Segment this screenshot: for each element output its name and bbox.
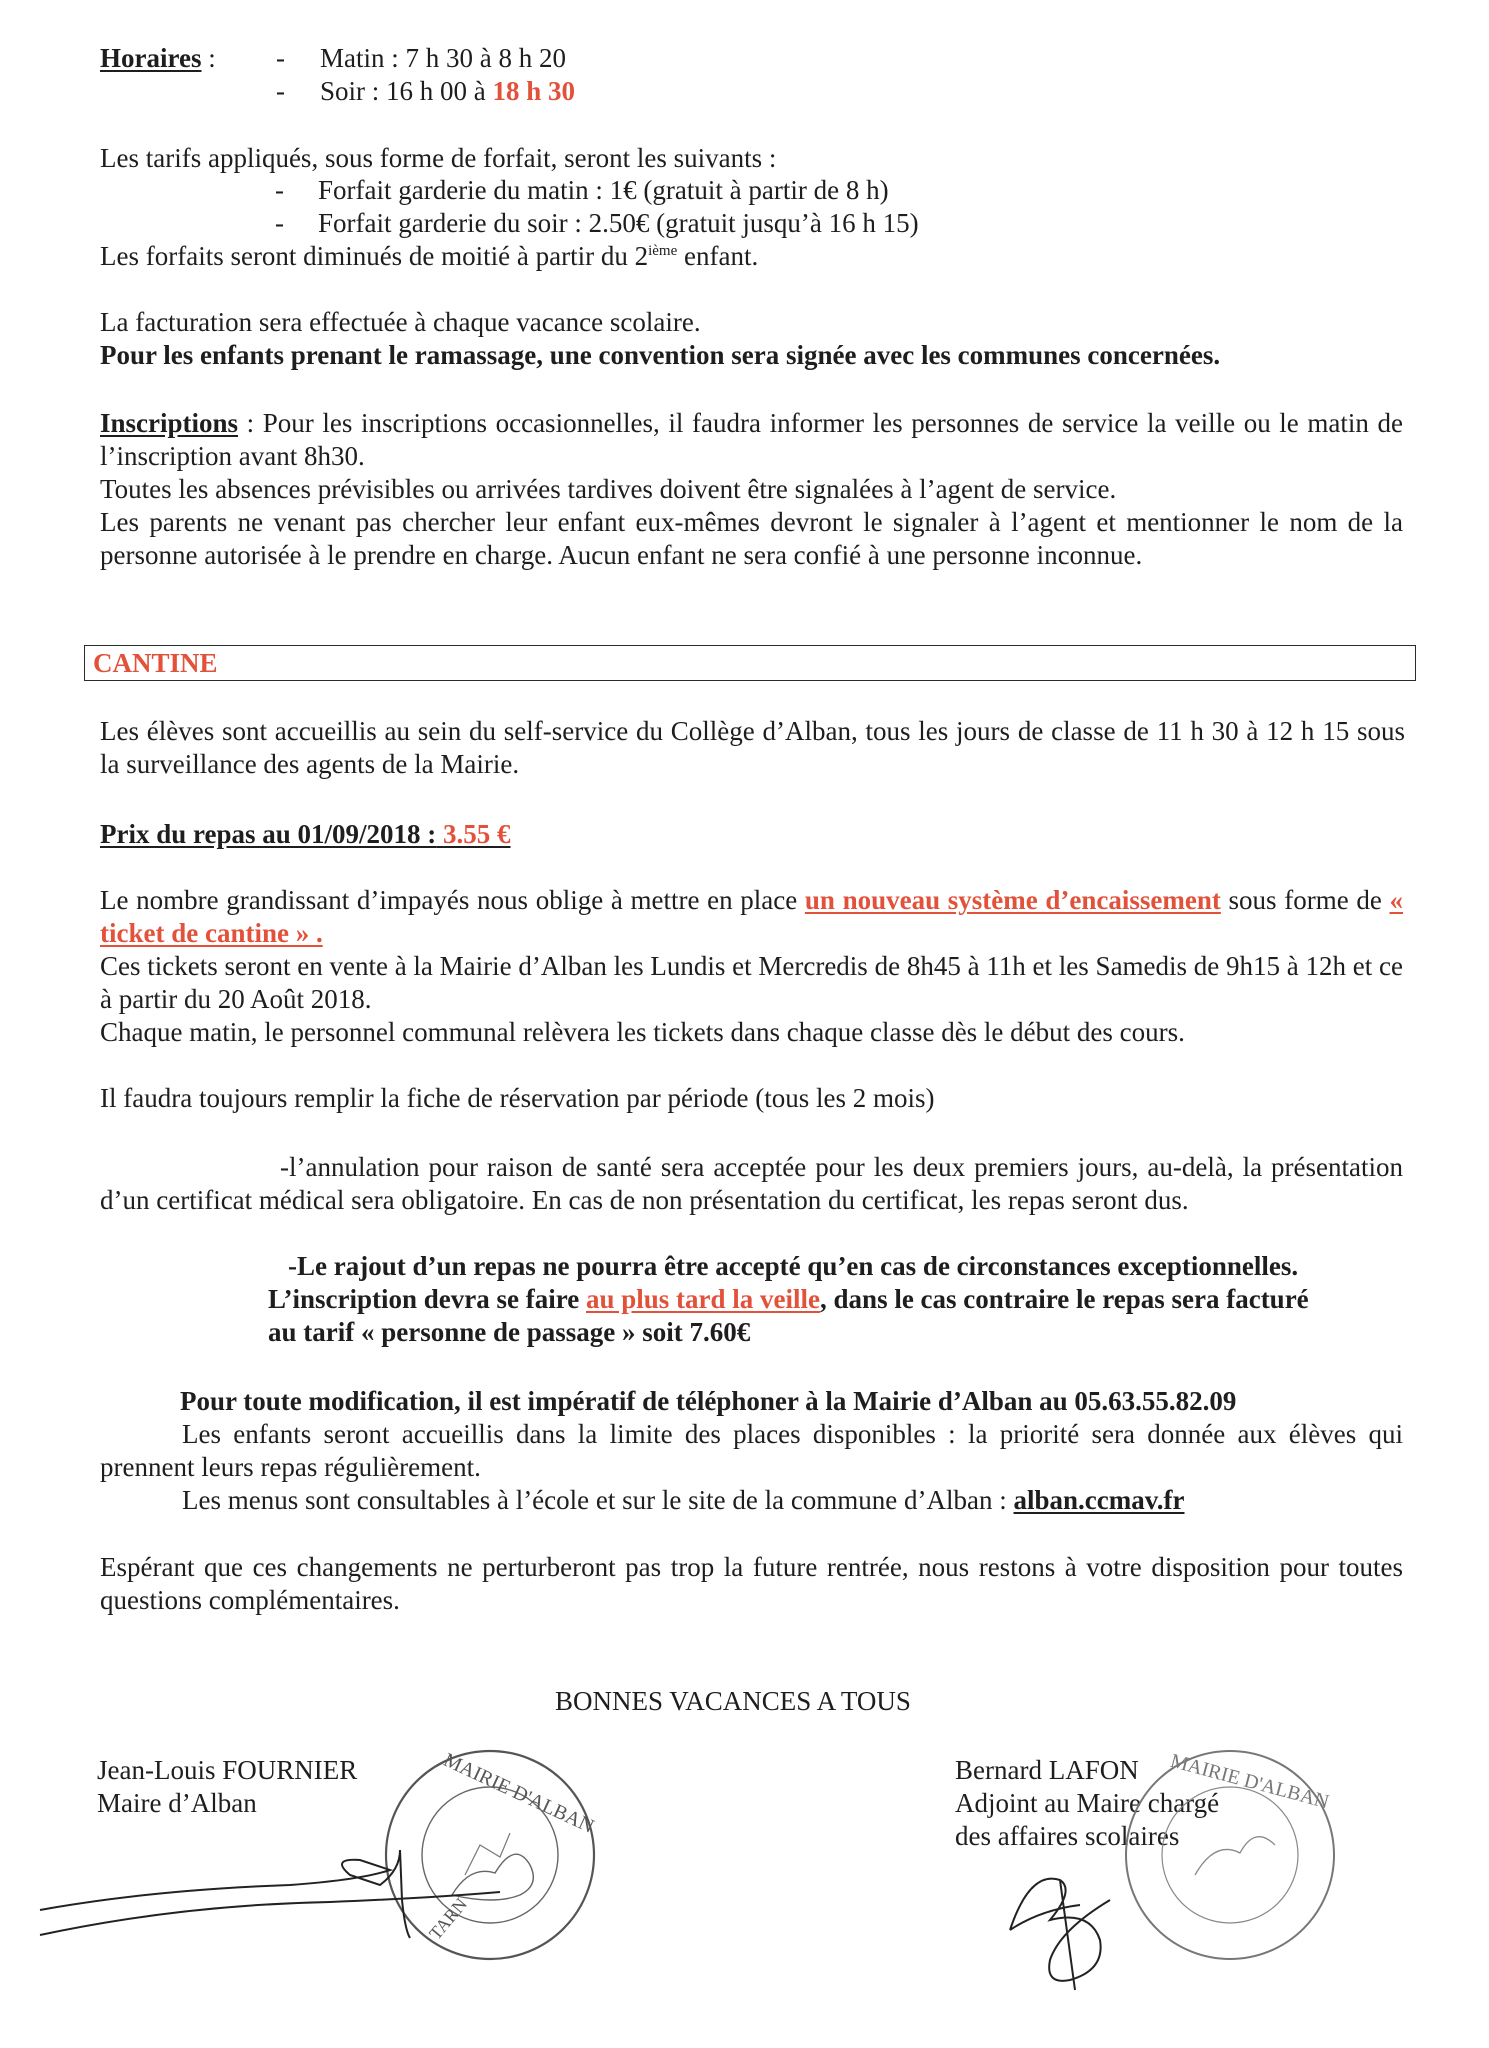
horaires-label: Horaires	[100, 43, 202, 73]
cantine-ticket-highlight-1: un nouveau système d’encaissement	[804, 885, 1221, 915]
cantine-rajout-1: -Le rajout d’un repas ne pourra être accepté qu’en cas de circonstances exceptionnelles.	[288, 1251, 1299, 1281]
signature-left-title: Maire d’Alban	[97, 1788, 257, 1818]
cantine-vente: Ces tickets seront en vente à la Mairie d’Alban les Lundis et Mercredis de 8h45 à 11h et les Samedis de 9h15 à 12h et ce à partir du 20 Août 2018.	[100, 951, 1403, 1014]
tarifs-dash-1: -	[275, 175, 284, 205]
facturation-line: La facturation sera effectuée à chaque vacance scolaire.	[100, 307, 701, 337]
cantine-title: CANTINE	[93, 648, 218, 678]
tarifs-reduction: Les forfaits seront diminués de moitié à partir du 2ième enfant.	[100, 241, 759, 271]
horaires-dash-1: -	[276, 43, 285, 73]
horaires-line-matin: Horaires :	[100, 43, 216, 73]
inscriptions-absences: Toutes les absences prévisibles ou arrivées tardives doivent être signalées à l’agent de service.	[100, 474, 1117, 504]
cantine-ticket-highlight-2: « ticket de cantine » .	[100, 885, 1404, 948]
cantine-fiche: Il faudra toujours remplir la fiche de réservation par période (tous les 2 mois)	[100, 1083, 935, 1113]
cantine-prix-label: Prix du repas au 01/09/2018 :	[100, 819, 437, 849]
closing-paragraph: Espérant que ces changements ne perturberont pas trop la future rentrée, nous restons à votre disposition pour toutes questions complémentaires.	[100, 1552, 1403, 1615]
cantine-annulation: -l’annulation pour raison de santé sera acceptée pour les deux premiers jours, au-delà, la présentation d’un certificat médical sera obligatoire. En cas de non présentation du certificat, les repas seront dus.	[100, 1152, 1403, 1215]
tarifs-item-matin: Forfait garderie du matin : 1€ (gratuit à partir de 8 h)	[318, 175, 889, 205]
cantine-menus-link[interactable]: alban.ccmav.fr	[1013, 1485, 1185, 1515]
horaires-soir-highlight: 18 h 30	[492, 76, 576, 106]
cantine-section-box	[84, 645, 1416, 681]
closing-vacances: BONNES VACANCES A TOUS	[555, 1686, 911, 1716]
inscriptions-paragraph: Inscriptions : Pour les inscriptions occasionnelles, il faudra informer les personnes de service la veille ou le matin de l’inscription avant 8h30.	[100, 408, 1403, 471]
signature-left-mark	[30, 1830, 590, 1950]
cantine-menus: Les menus sont consultables à l’école et sur le site de la commune d’Alban : alban.ccmav.fr	[182, 1485, 1185, 1515]
stamp-right-text: MAIRIE D'ALBAN	[1168, 1749, 1332, 1814]
tarifs-item-soir: Forfait garderie du soir : 2.50€ (gratuit jusqu’à 16 h 15)	[318, 208, 919, 238]
cantine-prix-value: 3.55 €	[443, 819, 511, 849]
tarifs-dash-2: -	[275, 208, 284, 238]
cantine-intro: Les élèves sont accueillis au sein du self-service du Collège d’Alban, tous les jours de classe de 11 h 30 à 12 h 15 sous la surveillance des agents de la Mairie.	[100, 716, 1405, 779]
signature-right-mark	[990, 1810, 1170, 2010]
horaires-soir: Soir : 16 h 00 à 18 h 30	[320, 76, 576, 106]
cantine-rajout-highlight: au plus tard la veille	[586, 1284, 821, 1314]
signature-right-name: Bernard LAFON	[955, 1755, 1139, 1785]
cantine-places: Les enfants seront accueillis dans la limite des places disponibles : la priorité sera donnée aux élèves qui prennent leurs repas régulièrement.	[100, 1419, 1403, 1482]
signature-right-title-2: des affaires scolaires	[955, 1821, 1180, 1851]
cantine-ticket-paragraph: Le nombre grandissant d’impayés nous oblige à mettre en place un nouveau système d’encaissement sous forme de « ticket de cantine » .	[100, 885, 1404, 948]
cantine-rajout-3: au tarif « personne de passage » soit 7.60€	[268, 1317, 751, 1347]
signature-left-name: Jean-Louis FOURNIER	[97, 1755, 358, 1785]
facturation-ramassage: Pour les enfants prenant le ramassage, une convention sera signée avec les communes concernées.	[100, 340, 1221, 370]
inscriptions-parents: Les parents ne venant pas chercher leur enfant eux-mêmes devront le signaler à l’agent et mentionner le nom de la personne autorisée à le prendre en charge. Aucun enfant ne sera confié à une personne inconnue.	[100, 507, 1403, 570]
signature-right-title-1: Adjoint au Maire chargé	[955, 1788, 1220, 1818]
horaires-matin: Matin : 7 h 30 à 8 h 20	[320, 43, 566, 73]
cantine-prix	[100, 818, 511, 851]
stamp-left-text: MAIRIE D'ALBAN	[440, 1748, 598, 1838]
tarifs-intro: Les tarifs appliqués, sous forme de forfait, seront les suivants :	[100, 143, 777, 173]
cantine-rajout-2: L’inscription devra se faire au plus tard la veille, dans le cas contraire le repas sera facturé	[268, 1284, 1309, 1314]
stamp-left-bottom: TARN	[425, 1894, 472, 1944]
horaires-dash-2: -	[276, 76, 285, 106]
cantine-releve: Chaque matin, le personnel communal relèvera les tickets dans chaque classe dès le début des cours.	[100, 1017, 1185, 1047]
inscriptions-label: Inscriptions	[100, 408, 239, 438]
cantine-modification: Pour toute modification, il est impératif de téléphoner à la Mairie d’Alban au 05.63.55.82.09	[180, 1386, 1237, 1416]
